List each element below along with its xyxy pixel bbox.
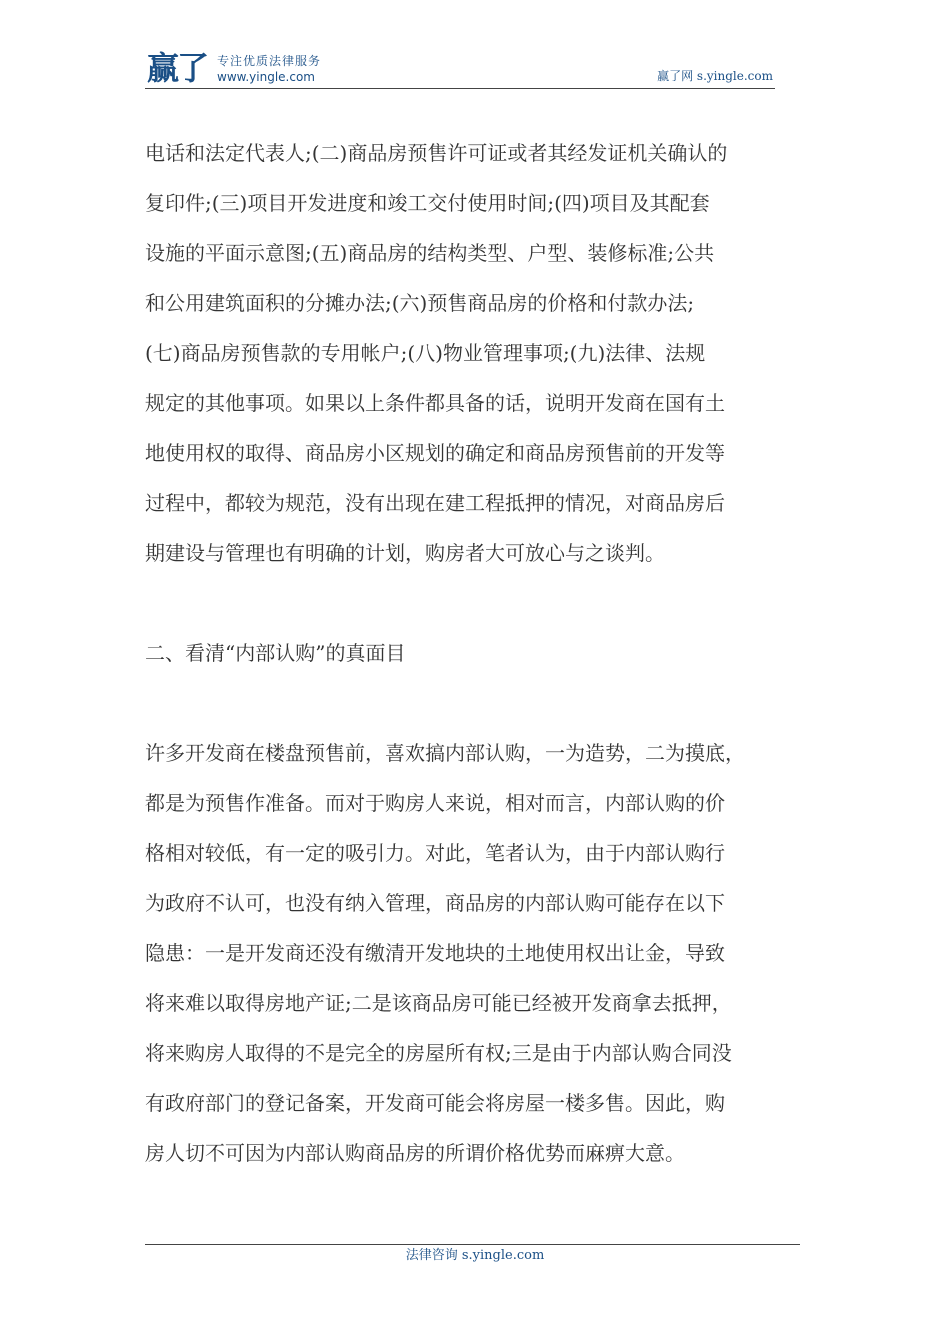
text-line: 有政府部门的登记备案，开发商可能会将房屋一楼多售。因此，购 [145,1091,725,1115]
text-line: 电话和法定代表人;(二)商品房预售许可证或者其经发证机关确认的 [145,141,728,165]
heading-line: 二、看清“内部认购”的真面目 [145,641,406,665]
text-line: 许多开发商在楼盘预售前，喜欢搞内部认购，一为造势，二为摸底， [145,741,745,765]
header-site-link[interactable]: 赢了网 s.yingle.com [657,69,773,83]
page-header [145,50,775,89]
yingle-logo[interactable]: 赢了 [147,49,208,87]
paragraph-1 [145,128,810,578]
text-line: 期建设与管理也有明确的计划，购房者大可放心与之谈判。 [145,541,665,565]
text-line: 规定的其他事项。如果以上条件都具备的话，说明开发商在国有土 [145,391,725,415]
text-line: 为政府不认可，也没有纳入管理，商品房的内部认购可能存在以下 [145,891,725,915]
text-line: 隐患：一是开发商还没有缴清开发地块的土地使用权出让金，导致 [145,941,725,965]
text-line: 复印件;(三)项目开发进度和竣工交付使用时间;(四)项目及其配套 [145,191,710,215]
text-line: 都是为预售作准备。而对于购房人来说，相对而言，内部认购的价 [145,791,725,815]
text-line: 设施的平面示意图;(五)商品房的结构类型、户型、装修标准;公共 [145,241,715,265]
text-line: 地使用权的取得、商品房小区规划的确定和商品房预售前的开发等 [145,441,725,465]
logo-slogan: 专注优质法律服务 [217,54,322,68]
paragraph-spacer [145,678,810,728]
text-line: 过程中，都较为规范，没有出现在建工程抵押的情况，对商品房后 [145,491,725,515]
section-heading [145,628,810,678]
text-line: 将来购房人取得的不是完全的房屋所有权;三是由于内部认购合同没 [145,1041,732,1065]
text-line: 和公用建筑面积的分摊办法;(六)预售商品房的价格和付款办法; [145,291,695,315]
text-line: 房人切不可因为内部认购商品房的所谓价格优势而麻痹大意。 [145,1141,685,1165]
footer-link[interactable]: 法律咨询 s.yingle.com [405,1248,545,1263]
document-body [145,128,810,1178]
paragraph-spacer [145,578,810,628]
footer-divider [145,1244,800,1245]
logo-url[interactable]: www.yingle.com [217,70,315,84]
text-line: 格相对较低，有一定的吸引力。对此，笔者认为，由于内部认购行 [145,841,725,865]
text-line: 将来难以取得房地产证;二是该商品房可能已经被开发商拿去抵押， [145,991,732,1015]
paragraph-2 [145,728,810,1178]
text-line: (七)商品房预售款的专用帐户;(八)物业管理事项;(九)法律、法规 [145,341,706,365]
